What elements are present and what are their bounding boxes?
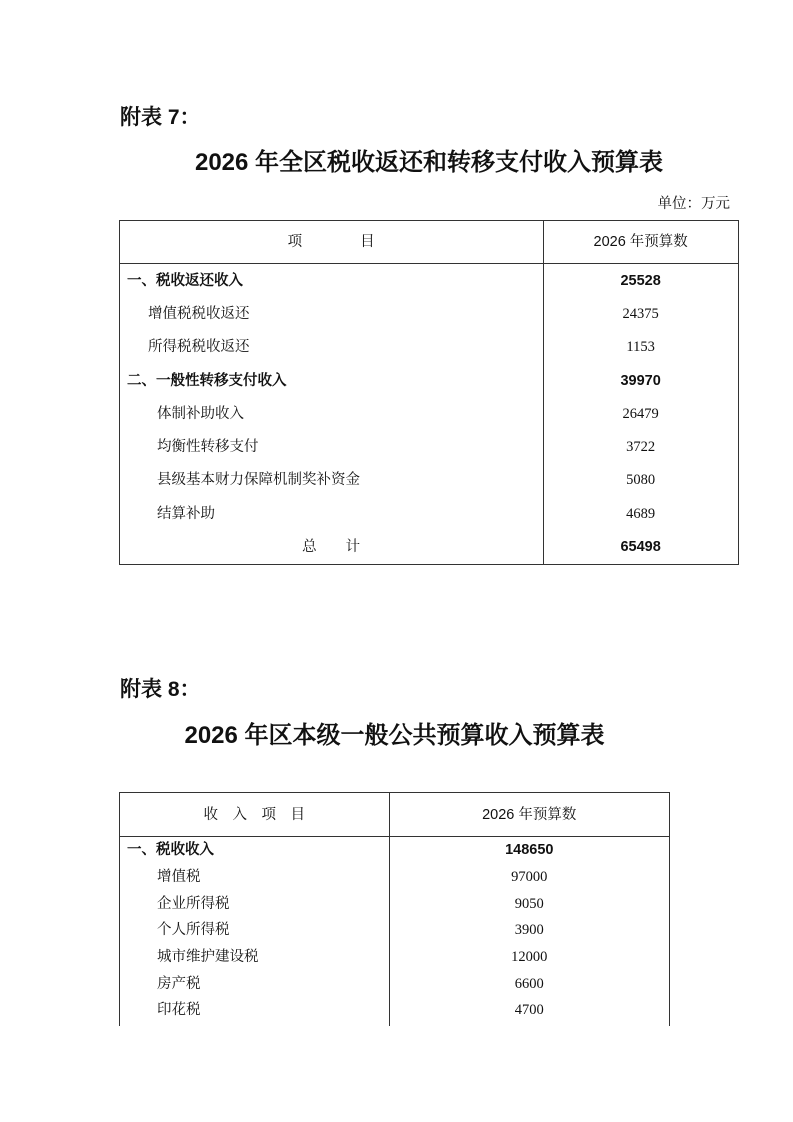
row-item: 个人所得税 (157, 922, 230, 939)
row-item: 增值税税收返还 (148, 305, 250, 322)
row-item: 印花税 (157, 1002, 201, 1019)
table-row (120, 430, 738, 463)
row-value: 4700 (514, 1002, 544, 1019)
row-value: 39970 (620, 372, 661, 389)
table-row (120, 970, 669, 997)
row-item: 结算补助 (157, 505, 215, 522)
table-body (120, 264, 738, 564)
appendix-7-unit: 单位：万元 (657, 196, 730, 212)
appendix-7-label: 附表 7： (120, 106, 201, 129)
table-row (120, 297, 738, 330)
table-row (120, 497, 738, 530)
table-row (120, 890, 669, 917)
row-item: 一、税收收入 (127, 842, 214, 859)
table-row (120, 864, 669, 891)
header-value-label: 2026 年预算数 (482, 806, 577, 823)
row-item: 体制补助收入 (157, 405, 244, 422)
header-value-label: 2026 年预算数 (593, 234, 688, 250)
row-item: 均衡性转移支付 (157, 439, 259, 456)
appendix-7-title: 2026 年全区税收返还和转移支付收入预算表 (194, 149, 664, 176)
row-value: 97000 (511, 869, 548, 886)
row-item: 县级基本财力保障机制奖补资金 (157, 472, 360, 489)
table-row (120, 837, 669, 864)
total-label: 总 计 (302, 539, 361, 556)
appendix-8-title: 2026 年区本级一般公共预算收入预算表 (184, 722, 605, 749)
row-value: 24375 (622, 305, 659, 322)
table-row (120, 464, 738, 497)
row-value: 4689 (626, 505, 656, 522)
row-value: 5080 (626, 472, 656, 489)
row-value: 3900 (514, 922, 544, 939)
table-row (120, 331, 738, 364)
row-value: 9050 (514, 895, 544, 912)
row-value: 12000 (511, 949, 548, 966)
row-item: 二、一般性转移支付收入 (127, 372, 287, 389)
row-item: 城市维护建设税 (157, 949, 259, 966)
row-value: 1153 (626, 339, 655, 356)
total-row (120, 530, 738, 563)
appendix-8-label: 附表 8： (120, 678, 201, 701)
table-row (120, 917, 669, 944)
table-header-row (120, 221, 738, 263)
table-body (120, 837, 669, 1024)
table-row (120, 997, 669, 1024)
table-header-row (120, 793, 669, 836)
row-item: 一、税收返还收入 (127, 272, 243, 289)
row-item: 所得税税收返还 (148, 339, 250, 356)
table-row (120, 364, 738, 397)
appendix-8-table (119, 792, 670, 1026)
row-value: 26479 (622, 405, 659, 422)
total-value: 65498 (620, 539, 661, 556)
row-item: 企业所得税 (157, 895, 230, 912)
row-value: 3722 (626, 439, 656, 456)
table-row (120, 264, 738, 297)
row-value: 25528 (620, 272, 661, 289)
row-item: 增值税 (157, 869, 201, 886)
appendix-7-table (119, 220, 739, 565)
header-item-label: 收 入 项 目 (203, 806, 305, 823)
row-value: 148650 (505, 842, 554, 859)
table-row (120, 397, 738, 430)
header-item-label: 项 目 (287, 234, 375, 250)
table-row (120, 944, 669, 971)
row-item: 房产税 (157, 975, 201, 992)
row-value: 6600 (514, 975, 544, 992)
